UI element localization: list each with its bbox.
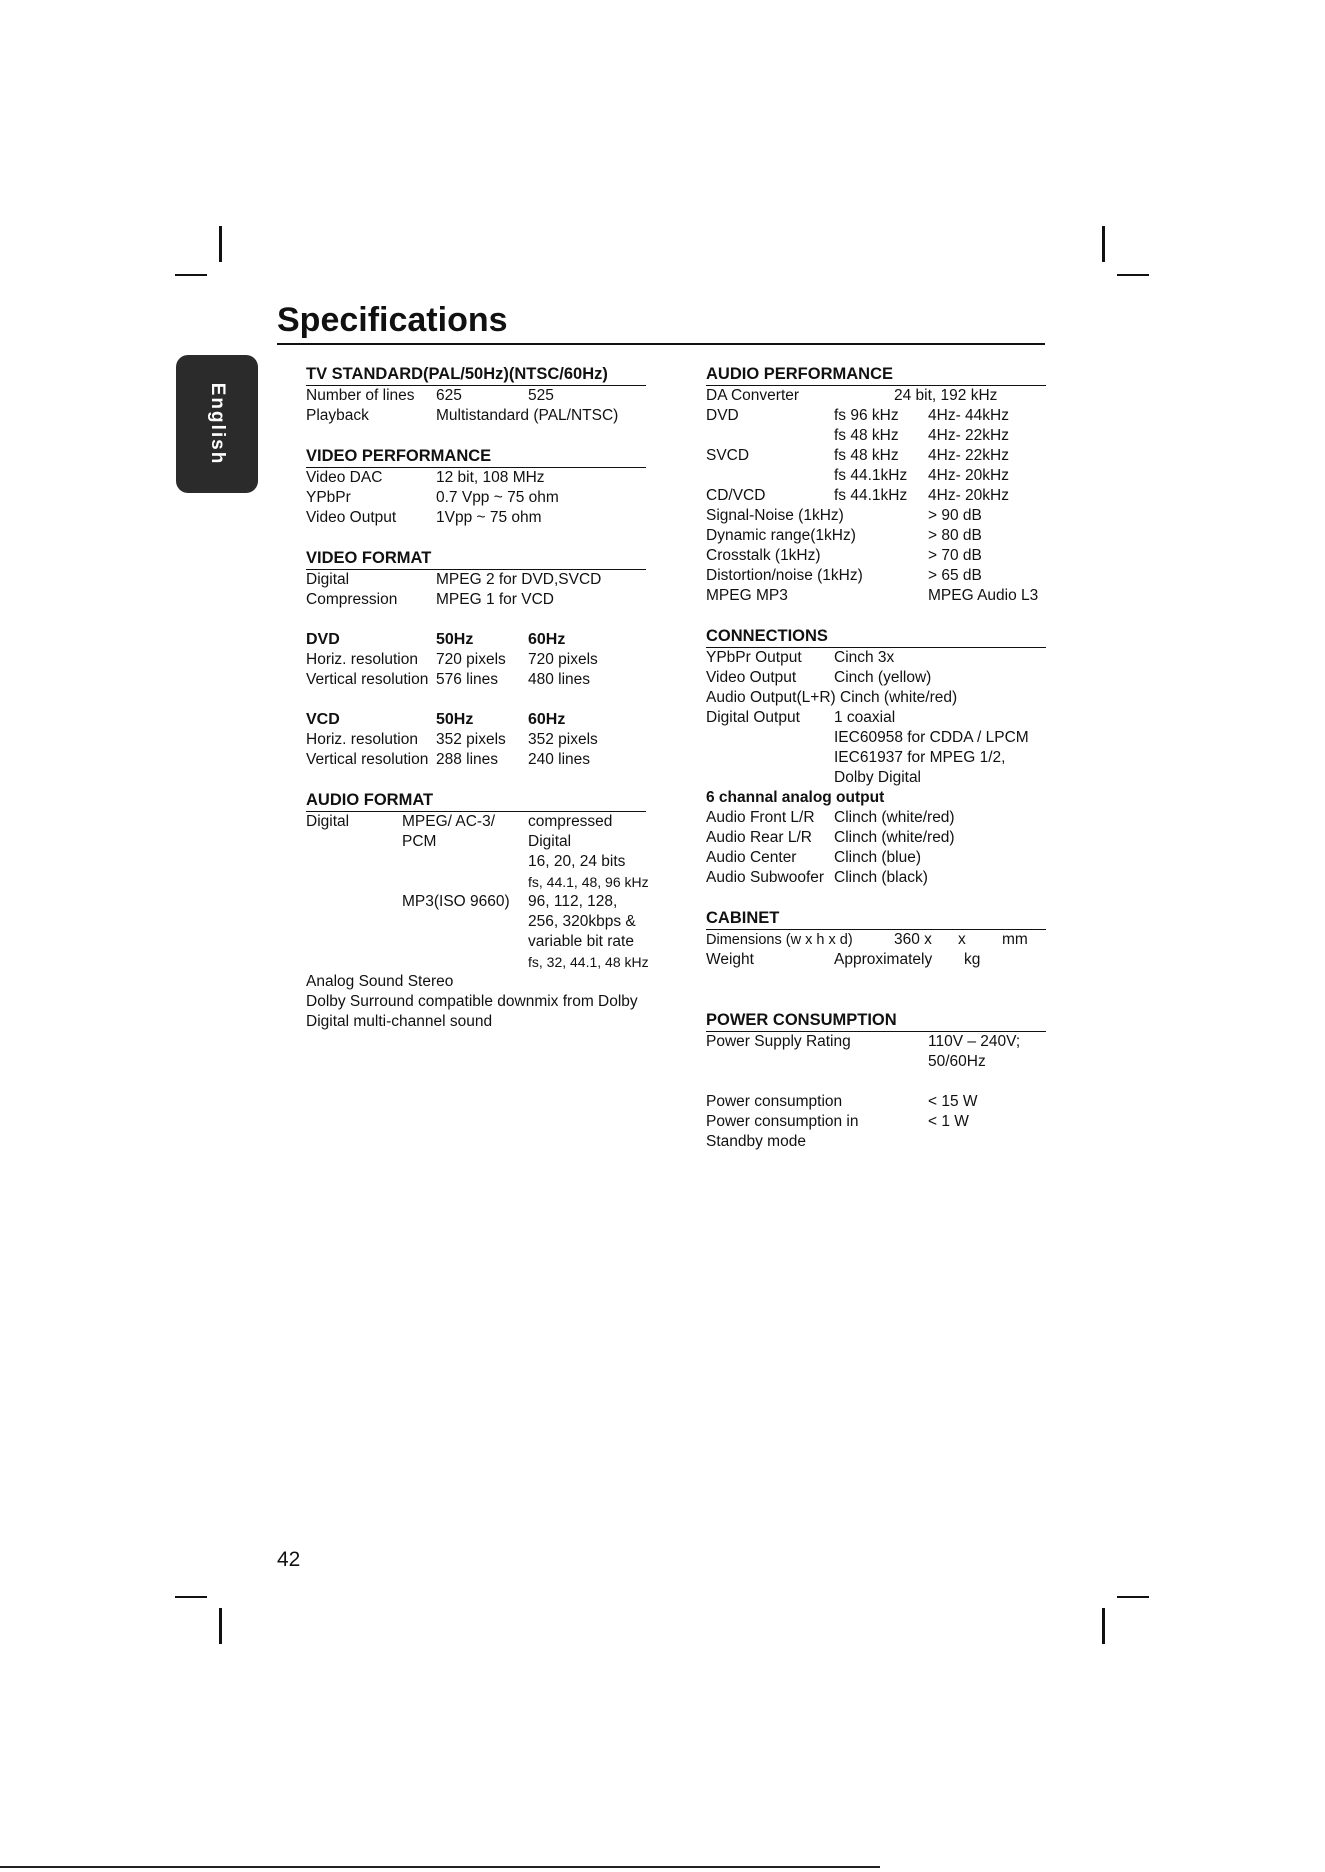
tv-standard-heading: TV STANDARD(PAL/50Hz)(NTSC/60Hz) xyxy=(306,364,646,386)
spec-row: Video Output 1Vpp ~ 75 ohm xyxy=(306,509,542,526)
spec-row: PCM Digital xyxy=(402,833,572,850)
crop-mark-top-right xyxy=(1117,274,1149,276)
spec-row: MP3(ISO 9660) 96, 112, 128, xyxy=(402,893,618,910)
spec-row: Weight Approximately kg xyxy=(706,951,981,968)
spec-row: MPEG MP3 MPEG Audio L3 xyxy=(706,587,1039,604)
note-row: Analog Sound Stereo xyxy=(306,973,454,990)
power-consumption-heading: POWER CONSUMPTION xyxy=(706,1010,1046,1032)
spec-row: IEC61937 for MPEG 1/2, xyxy=(834,749,1006,766)
video-performance-heading: VIDEO PERFORMANCE xyxy=(306,446,646,468)
spec-row: Audio Front L/R Clinch (white/red) xyxy=(706,809,955,826)
spec-row: Horiz. resolution 352 pixels 352 pixels xyxy=(306,731,598,748)
spec-row: DVD fs 96 kHz 4Hz- 44kHz xyxy=(706,407,1009,424)
spec-row: Audio Center Clinch (blue) xyxy=(706,849,922,866)
title-rule xyxy=(277,343,1045,345)
spec-row: Digital MPEG 2 for DVD,SVCD xyxy=(306,571,602,588)
analog-output-heading: 6 channal analog output xyxy=(706,789,885,806)
spec-row: 16, 20, 24 bits xyxy=(528,853,626,870)
note-row: Digital multi-channel sound xyxy=(306,1013,493,1030)
spec-row: DA Converter 24 bit, 192 kHz xyxy=(706,387,998,404)
connections-heading: CONNECTIONS xyxy=(706,626,1046,648)
language-tab xyxy=(176,355,258,493)
spec-row: Dynamic range(1kHz) > 80 dB xyxy=(706,527,982,544)
spec-row: Number of lines 625 525 xyxy=(306,387,554,404)
crop-mark-top-left xyxy=(175,274,207,276)
spec-row: YPbPr Output Cinch 3x xyxy=(706,649,895,666)
spec-row: Compression MPEG 1 for VCD xyxy=(306,591,554,608)
spec-row: fs, 32, 44.1, 48 kHz xyxy=(528,954,649,970)
spec-row: 50/60Hz xyxy=(928,1053,986,1070)
crop-mark-top-left xyxy=(219,226,222,262)
spec-row: CD/VCD fs 44.1kHz 4Hz- 20kHz xyxy=(706,487,1009,504)
dvd-heading: DVD 50Hz 60Hz xyxy=(306,631,566,648)
spec-row: Vertical resolution 576 lines 480 lines xyxy=(306,671,591,688)
spec-row: Standby mode xyxy=(706,1133,806,1150)
spec-row: Video DAC 12 bit, 108 MHz xyxy=(306,469,545,486)
cabinet-heading: CABINET xyxy=(706,908,1046,930)
audio-format-heading: AUDIO FORMAT xyxy=(306,790,646,812)
crop-mark-top-right xyxy=(1102,226,1105,262)
spec-row: SVCD fs 48 kHz 4Hz- 22kHz xyxy=(706,447,1009,464)
spec-row: Audio Rear L/R Clinch (white/red) xyxy=(706,829,955,846)
video-format-heading: VIDEO FORMAT xyxy=(306,548,646,570)
spec-row: Dolby Digital xyxy=(834,769,922,786)
crop-mark-bottom-left xyxy=(219,1608,222,1644)
spec-row: Video Output Cinch (yellow) xyxy=(706,669,932,686)
spec-row: Crosstalk (1kHz) > 70 dB xyxy=(706,547,982,564)
crop-mark-bottom-right xyxy=(1117,1596,1149,1598)
spec-row: Digital Output 1 coaxial xyxy=(706,709,896,726)
spec-row: Distortion/noise (1kHz) > 65 dB xyxy=(706,567,982,584)
left-column xyxy=(306,364,649,1032)
crop-mark-bottom-right xyxy=(1102,1608,1105,1644)
page-title: Specifications xyxy=(277,301,508,339)
spec-row: Power consumption < 15 W xyxy=(706,1093,978,1110)
spec-row: fs 44.1kHz 4Hz- 20kHz xyxy=(834,467,1009,484)
spec-row: Power consumption in < 1 W xyxy=(706,1113,969,1130)
spec-row: YPbPr 0.7 Vpp ~ 75 ohm xyxy=(306,489,559,506)
spec-row: Audio Output(L+R) Cinch (white/red) xyxy=(706,689,958,706)
spec-row: fs, 44.1, 48, 96 kHz xyxy=(528,874,649,890)
vcd-heading: VCD 50Hz 60Hz xyxy=(306,711,566,728)
spec-row: fs 48 kHz 4Hz- 22kHz xyxy=(834,427,1009,444)
spec-row: Power Supply Rating 110V – 240V; xyxy=(706,1033,1021,1050)
audio-performance-heading: AUDIO PERFORMANCE xyxy=(706,364,1046,386)
page-number: 42 xyxy=(277,1548,301,1571)
spec-row: Digital MPEG/ AC-3/ compressed xyxy=(306,813,613,830)
spec-row: Signal-Noise (1kHz) > 90 dB xyxy=(706,507,982,524)
spec-row: IEC60958 for CDDA / LPCM xyxy=(834,729,1029,746)
spec-row: Playback Multistandard (PAL/NTSC) xyxy=(306,407,619,424)
note-row: Dolby Surround compatible downmix from Dolby xyxy=(306,993,638,1010)
spec-row: variable bit rate xyxy=(528,933,634,950)
spec-row: 256, 320kbps & xyxy=(528,913,636,930)
language-tab-label: English xyxy=(207,382,228,466)
footer-strip xyxy=(0,1866,880,1868)
crop-mark-bottom-left xyxy=(175,1596,207,1598)
spec-row xyxy=(706,1072,1046,1092)
spec-row: Horiz. resolution 720 pixels 720 pixels xyxy=(306,651,598,668)
spec-row: Audio Subwoofer Clinch (black) xyxy=(706,869,928,886)
spec-row: Vertical resolution 288 lines 240 lines xyxy=(306,751,591,768)
right-column xyxy=(706,364,1046,1152)
spec-row: Dimensions (w x h x d) 360 x x mm xyxy=(706,931,1028,948)
